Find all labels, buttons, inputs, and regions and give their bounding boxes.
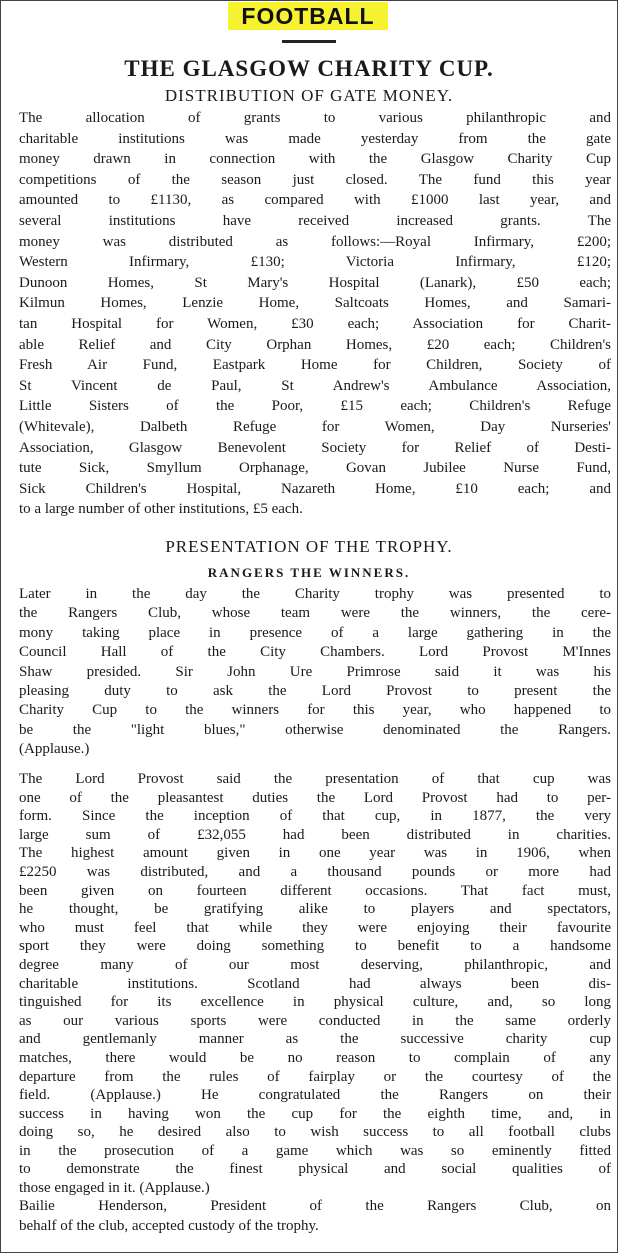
text-line: those engaged in it. (Applause.): [19, 1180, 210, 1197]
text-line: St Vincent de Paul, St Andrew's Ambulance Association,: [19, 377, 611, 394]
text-line: Fresh Air Fund, Eastpark Home for Children, Society of: [19, 357, 611, 374]
section-tag-football: FOOTBALL: [228, 2, 388, 30]
text-line: behalf of the club, accepted custody of the trophy.: [19, 1218, 319, 1234]
text-line: Charity Cup to the winners for this year, who happened to: [19, 702, 611, 719]
text-line: and gentlemanly manner as the successive charity cup: [19, 1031, 611, 1048]
text-line: matches, there would be no reason to complain of any: [19, 1049, 611, 1066]
subhead-presentation: PRESENTATION OF THE TROPHY.: [165, 537, 453, 556]
text-line: several institutions have received increased grants. The: [19, 212, 611, 229]
subhead-distribution: DISTRIBUTION OF GATE MONEY.: [164, 86, 454, 105]
text-line: success in having won the cup for the eighth time, and, in: [19, 1105, 611, 1122]
text-line: £2250 was distributed, and a thousand pounds or more had: [19, 863, 611, 880]
text-line: Council Hall of the City Chambers. Lord Provost M'Innes: [19, 644, 611, 661]
text-line: tan Hospital for Women, £30 each; Association for Charit-: [19, 315, 611, 332]
text-line: degree many of our most deserving, philanthropic, and: [19, 956, 611, 973]
text-line: Association, Glasgow Benevolent Society for Relief of Desti-: [19, 439, 611, 456]
text-line: be the "light blues," otherwise denominated the Rangers.: [19, 721, 611, 738]
text-line: charitable institutions was made yesterday from the gate: [19, 130, 611, 147]
text-line: money drawn in connection with the Glasgow Charity Cup: [19, 151, 611, 168]
text-line: to demonstrate the finest physical and social qualities of: [19, 1161, 611, 1178]
paragraph-distribution: [19, 108, 611, 520]
text-line: The highest amount given in one year was in 1906, when: [19, 845, 611, 862]
text-line: who must feel that while they were enjoying their favourite: [19, 919, 611, 936]
article-headline: THE GLASGOW CHARITY CUP.: [124, 56, 494, 81]
text-line: charitable institutions. Scotland had always been dis-: [19, 975, 611, 992]
subhead-rangers-winners: RANGERS THE WINNERS.: [207, 565, 411, 580]
text-line: been given on fourteen different occasions. That fact must,: [19, 882, 611, 899]
text-line: he thought, be gratifying alike to players and spectators,: [19, 901, 611, 918]
paragraph-bailie: [19, 1196, 611, 1236]
divider-rule: [282, 40, 336, 43]
text-line: The allocation of grants to various philanthropic and: [19, 110, 611, 126]
text-line: (Whitevale), Dalbeth Refuge for Women, Day Nurseries': [19, 418, 611, 435]
text-line: money was distributed as follows:—Royal Infirmary, £200;: [19, 233, 611, 250]
text-line: in the prosecution of a game which was so eminently fitted: [19, 1142, 611, 1159]
text-line: departure from the rules of fairplay or the courtesy of the: [19, 1068, 611, 1085]
text-line: mony taking place in presence of a large gathering in the: [19, 624, 611, 641]
text-line: Little Sisters of the Poor, £15 each; Children's Refuge: [19, 398, 611, 415]
text-line: Later in the day the Charity trophy was presented to: [19, 586, 611, 602]
text-line: Western Infirmary, £130; Victoria Infirmary, £120;: [19, 254, 611, 271]
text-line: the Rangers Club, whose team were the winners, the cere-: [19, 605, 611, 622]
text-line: Dunoon Homes, St Mary's Hospital (Lanark), £50 each;: [19, 274, 611, 291]
text-line: able Relief and City Orphan Homes, £20 each; Children's: [19, 336, 611, 353]
text-line: amounted to £1130, as compared with £1000 last year, and: [19, 192, 611, 209]
text-line: field. (Applause.) He congratulated the Rangers on their: [19, 1087, 611, 1104]
text-line: tute Sick, Smyllum Orphanage, Govan Jubilee Nurse Fund,: [19, 460, 611, 477]
text-line: Sick Children's Hospital, Nazareth Home, £10 each; and: [19, 480, 611, 497]
text-line: to a large number of other institutions, £5 each.: [19, 501, 303, 518]
text-line: Shaw presided. Sir John Ure Primrose said it was his: [19, 663, 611, 680]
text-line: competitions of the season just closed. The fund this year: [19, 171, 611, 188]
text-line: form. Since the inception of that cup, in 1877, the very: [19, 808, 611, 825]
text-line: as our various sports were conducted in the same orderly: [19, 1012, 611, 1029]
text-line: one of the pleasantest duties the Lord Provost had to per-: [19, 789, 611, 806]
text-line: The Lord Provost said the presentation of that cup was: [19, 771, 611, 787]
text-line: Kilmun Homes, Lenzie Home, Saltcoats Homes, and Samari-: [19, 295, 611, 312]
paragraph-presentation: [19, 585, 611, 760]
paragraph-lord-provost: [19, 770, 611, 1198]
text-line: Bailie Henderson, President of the Rangers Club, on: [19, 1198, 611, 1214]
text-line: sport they were doing something to benefit to a handsome: [19, 938, 611, 955]
text-line: doing so, he desired also to wish success to all football clubs: [19, 1124, 611, 1141]
text-line: pleasing duty to ask the Lord Provost to present the: [19, 683, 611, 700]
text-line: large sum of £32,055 had been distributed in charities.: [19, 826, 611, 843]
text-line: (Applause.): [19, 741, 90, 758]
text-line: tinguished for its excellence in physical culture, and, so long: [19, 994, 611, 1011]
